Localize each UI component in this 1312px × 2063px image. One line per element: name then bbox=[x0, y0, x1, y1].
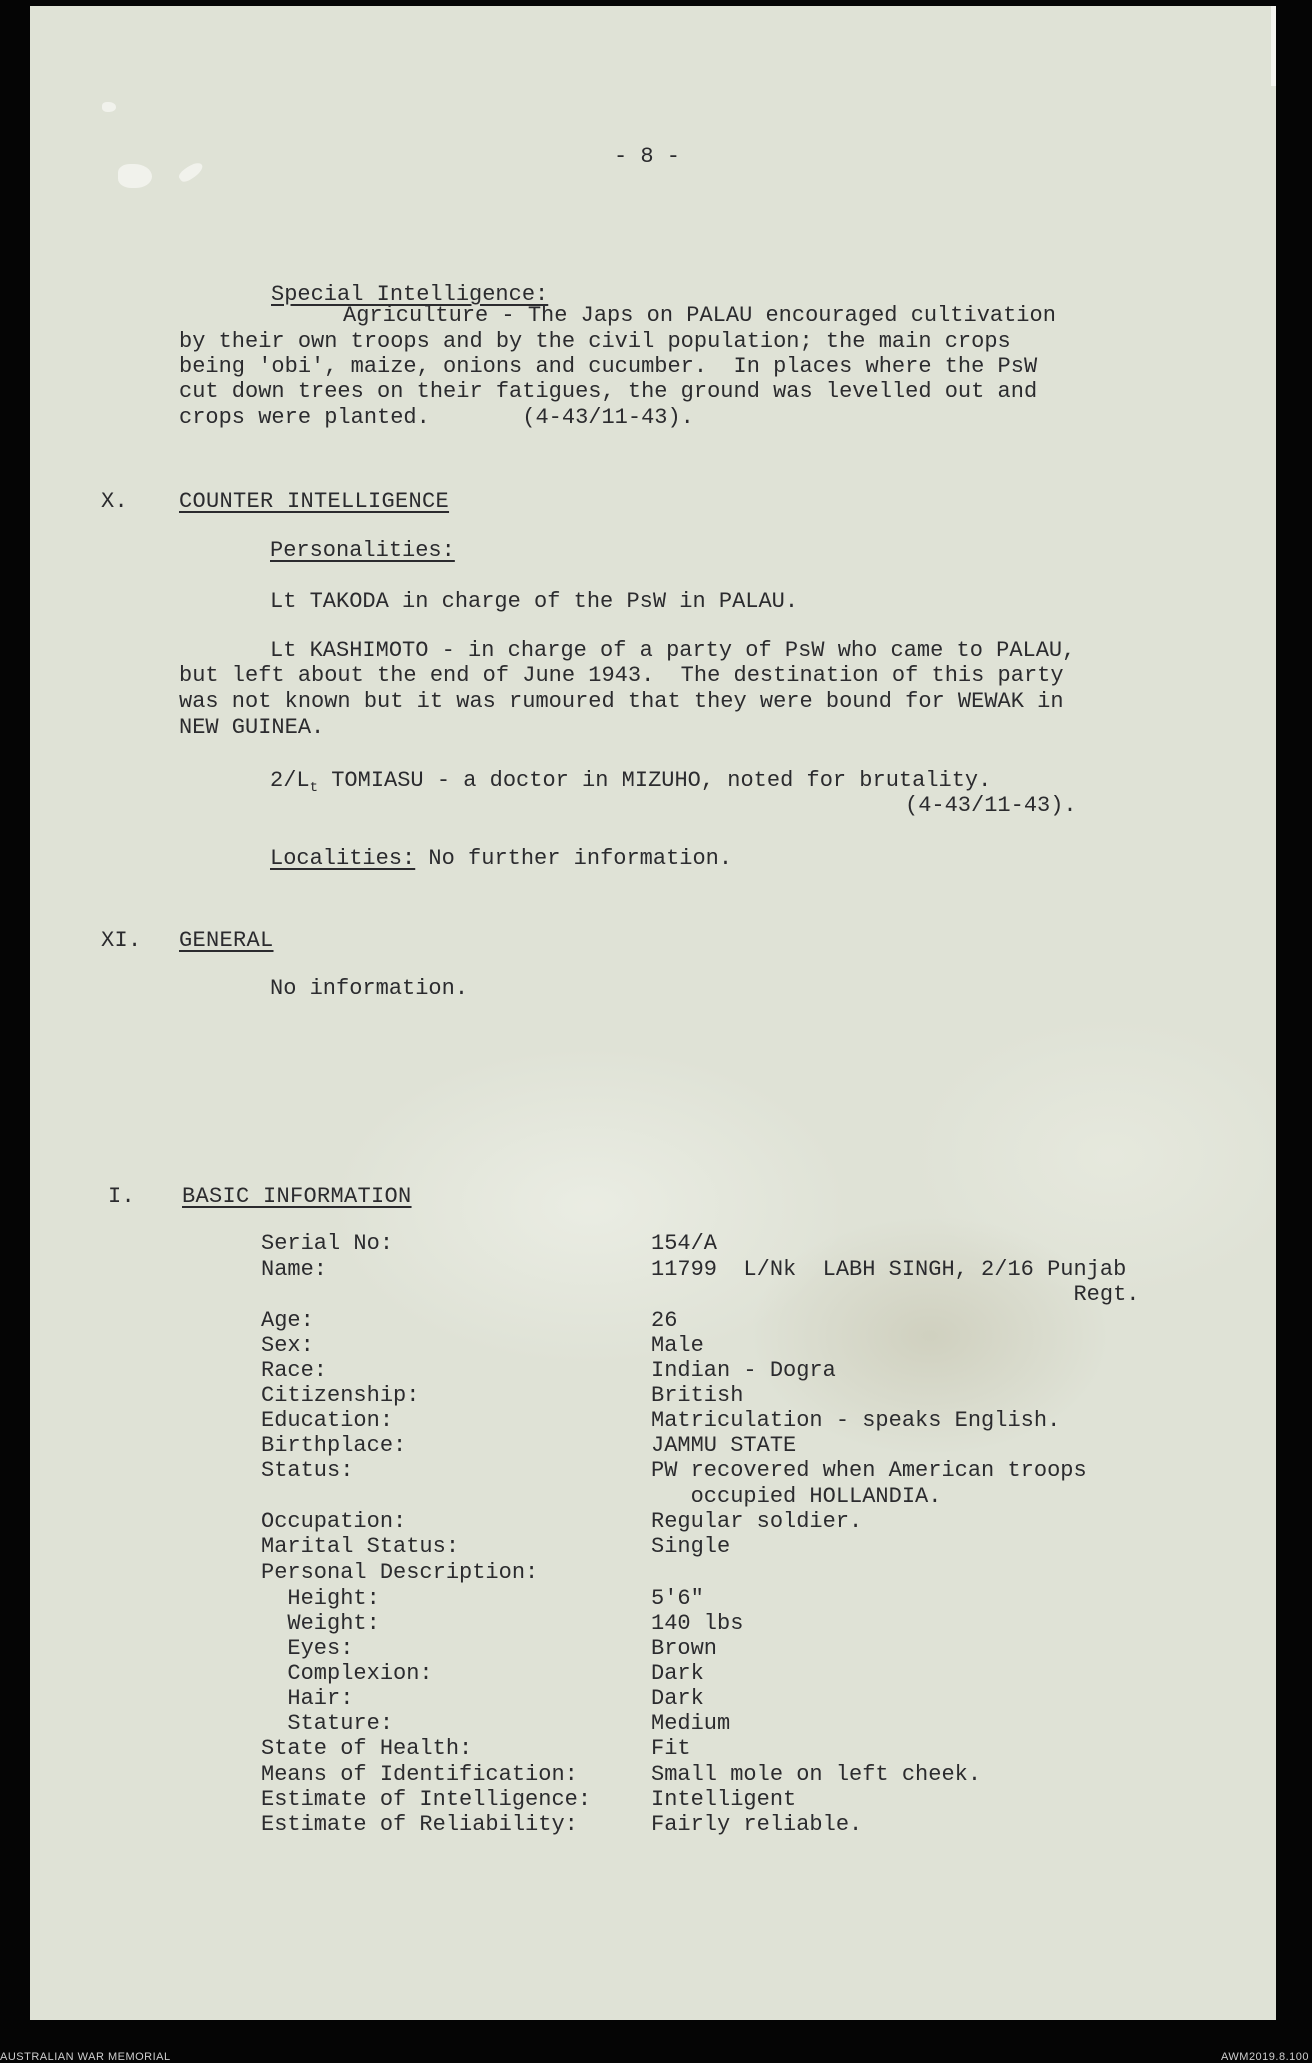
section-x-title: COUNTER INTELLIGENCE bbox=[179, 489, 450, 514]
tomiasu-reference: (4-43/11-43). bbox=[905, 793, 1077, 818]
special-intelligence-line: crops were planted. (4-43/11-43). bbox=[179, 405, 694, 430]
special-intelligence-heading: Special Intelligence: bbox=[271, 282, 549, 307]
basic-info-value: Matriculation - speaks English. bbox=[651, 1408, 1061, 1433]
basic-info-value: Brown bbox=[651, 1636, 718, 1661]
kashimoto-line: was not known but it was rumoured that they were bound for WEWAK in bbox=[179, 689, 1064, 714]
staple-hole-mark bbox=[118, 164, 152, 188]
tomiasu-text: TOMIASU - a doctor in MIZUHO, noted for brutality. bbox=[318, 768, 992, 793]
special-intelligence-line: cut down trees on their fatigues, the ground was levelled out and bbox=[179, 379, 1038, 404]
localities-text: No further information. bbox=[415, 846, 733, 871]
staple-hole-mark bbox=[102, 102, 116, 112]
basic-info-label: Race: bbox=[261, 1358, 328, 1383]
staple-hole-mark bbox=[177, 160, 205, 185]
localities-entry bbox=[270, 846, 732, 872]
basic-info-label: Education: bbox=[261, 1408, 394, 1433]
page-edge bbox=[1271, 6, 1276, 86]
basic-info-label: Means of Identification: bbox=[261, 1762, 578, 1787]
kashimoto-line: NEW GUINEA. bbox=[179, 715, 325, 740]
basic-info-label: Citizenship: bbox=[261, 1383, 420, 1408]
section-xi-number: XI. bbox=[101, 928, 142, 953]
basic-info-value: Small mole on left cheek. bbox=[651, 1762, 982, 1787]
footer-left: AUSTRALIAN WAR MEMORIAL bbox=[0, 2051, 171, 2063]
special-intelligence-line: being 'obi', maize, onions and cucumber. In places where the PsW bbox=[179, 354, 1038, 379]
basic-info-value: 154/A bbox=[651, 1231, 718, 1256]
basic-info-value: Regt. bbox=[651, 1282, 1140, 1307]
basic-info-value: Fit bbox=[651, 1736, 691, 1761]
basic-info-label: Status: bbox=[261, 1458, 354, 1483]
basic-info-value: Intelligent bbox=[651, 1787, 797, 1812]
section-i-number: I. bbox=[108, 1184, 136, 1209]
basic-info-value: Dark bbox=[651, 1661, 704, 1686]
takoda-entry: Lt TAKODA in charge of the PsW in PALAU. bbox=[270, 589, 799, 614]
basic-info-value: JAMMU STATE bbox=[651, 1433, 797, 1458]
basic-info-value: Regular soldier. bbox=[651, 1509, 863, 1534]
section-xi-title: GENERAL bbox=[179, 928, 274, 953]
basic-info-label: Complexion: bbox=[261, 1661, 433, 1686]
kashimoto-line: Lt KASHIMOTO - in charge of a party of PsW who came to PALAU, bbox=[270, 638, 1076, 663]
basic-info-label: State of Health: bbox=[261, 1736, 473, 1761]
tomiasu-entry bbox=[270, 768, 991, 801]
basic-info-label: Marital Status: bbox=[261, 1534, 460, 1559]
basic-info-label: Stature: bbox=[261, 1711, 394, 1736]
basic-info-value: PW recovered when American troops bbox=[651, 1458, 1087, 1483]
general-text: No information. bbox=[270, 976, 469, 1001]
section-i-title: BASIC INFORMATION bbox=[182, 1184, 412, 1209]
basic-info-label: Personal Description: bbox=[261, 1560, 539, 1585]
basic-info-label: Occupation: bbox=[261, 1509, 407, 1534]
basic-info-label: Hair: bbox=[261, 1686, 354, 1711]
basic-info-value: occupied HOLLANDIA. bbox=[651, 1484, 942, 1509]
section-x-number: X. bbox=[101, 489, 129, 514]
basic-info-label: Birthplace: bbox=[261, 1433, 407, 1458]
basic-info-value: Fairly reliable. bbox=[651, 1812, 863, 1837]
basic-info-label: Weight: bbox=[261, 1611, 380, 1636]
page-number: - 8 - bbox=[614, 144, 681, 169]
document-page bbox=[0, 6, 1309, 2063]
personalities-heading: Personalities: bbox=[270, 538, 455, 563]
basic-info-value: 5'6" bbox=[651, 1586, 704, 1611]
basic-info-value: Indian - Dogra bbox=[651, 1358, 836, 1383]
basic-info-value: British bbox=[651, 1383, 744, 1408]
basic-info-label: Name: bbox=[261, 1257, 328, 1282]
basic-info-value: Male bbox=[651, 1333, 704, 1358]
basic-info-value: 26 bbox=[651, 1308, 678, 1333]
basic-info-label: Serial No: bbox=[261, 1231, 394, 1256]
basic-info-value: Single bbox=[651, 1534, 731, 1559]
basic-info-value: 140 lbs bbox=[651, 1611, 744, 1636]
kashimoto-line: but left about the end of June 1943. The destination of this party bbox=[179, 663, 1064, 688]
basic-info-label: Estimate of Intelligence: bbox=[261, 1787, 592, 1812]
tomiasu-rank-subscript: t bbox=[309, 780, 319, 796]
footer-right: AWM2019.8.100 bbox=[1220, 2051, 1309, 2063]
basic-info-label: Sex: bbox=[261, 1333, 314, 1358]
basic-info-value: Medium bbox=[651, 1711, 731, 1736]
basic-info-label: Eyes: bbox=[261, 1636, 354, 1661]
basic-info-label: Age: bbox=[261, 1308, 314, 1333]
basic-info-label: Estimate of Reliability: bbox=[261, 1812, 578, 1837]
basic-info-value: Dark bbox=[651, 1686, 704, 1711]
special-intelligence-line: Agriculture - The Japs on PALAU encouraged cultivation bbox=[343, 303, 1056, 328]
special-intelligence-line: by their own troops and by the civil population; the main crops bbox=[179, 329, 1011, 354]
localities-heading: Localities: bbox=[270, 846, 416, 871]
tomiasu-rank: 2/L bbox=[270, 768, 310, 793]
basic-info-label: Height: bbox=[261, 1586, 380, 1611]
basic-info-value: 11799 L/Nk LABH SINGH, 2/16 Punjab bbox=[651, 1257, 1127, 1282]
